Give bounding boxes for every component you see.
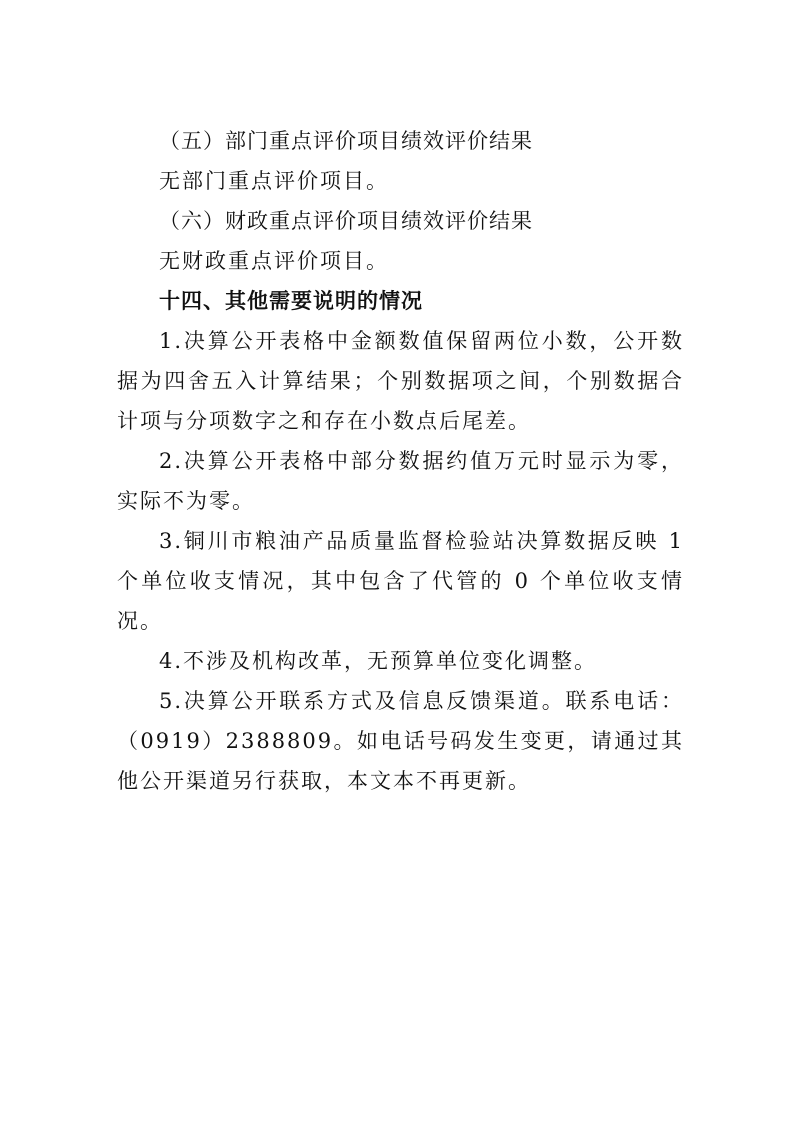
document-body — [117, 121, 684, 801]
paragraph-note-4: 4.不涉及机构改革，无预算单位变化调整。 — [159, 649, 598, 673]
subheading-department-evaluation: （五）部门重点评价项目绩效评价结果 — [159, 129, 533, 153]
paragraph-note-2: 2.决算公开表格中部分数据约值万元时显示为零，实际不为零。 — [117, 449, 684, 513]
paragraph-no-department-projects: 无部门重点评价项目。 — [159, 169, 389, 193]
section-heading-other-notes: 十四、其他需要说明的情况 — [159, 289, 423, 313]
paragraph-note-5: 5.决算公开联系方式及信息反馈渠道。联系电话：（0919）2388809。如电话号码发生变更，请通过其他公开渠道另行获取，本文本不再更新。 — [117, 689, 684, 793]
paragraph-note-3: 3.铜川市粮油产品质量监督检验站决算数据反映 1 个单位收支情况，其中包含了代管的 0 个单位收支情况。 — [117, 529, 684, 633]
paragraph-no-finance-projects: 无财政重点评价项目。 — [159, 249, 389, 273]
subheading-finance-evaluation: （六）财政重点评价项目绩效评价结果 — [159, 209, 533, 233]
paragraph-note-1: 1.决算公开表格中金额数值保留两位小数，公开数据为四舍五入计算结果；个别数据项之间，个别数据合计项与分项数字之和存在小数点后尾差。 — [117, 329, 684, 433]
